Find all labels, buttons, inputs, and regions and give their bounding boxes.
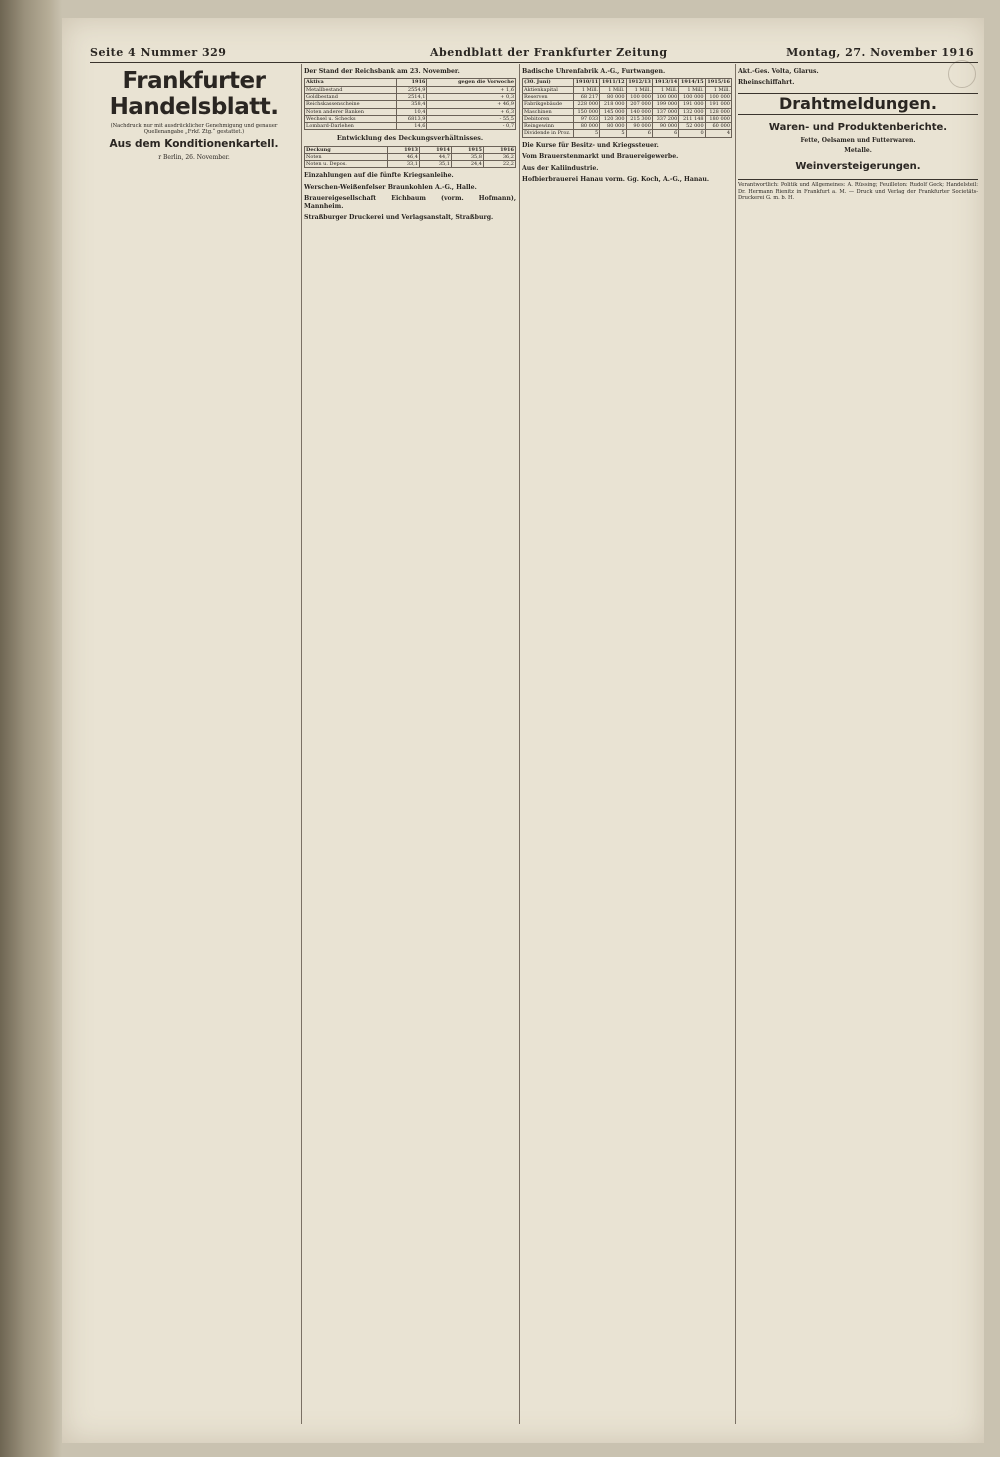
table-cell: Noten u. Depos. — [305, 161, 388, 168]
table-header: 1913/14 — [652, 79, 678, 86]
table-cell: 10,4 — [396, 108, 427, 115]
table-cell: 191 000 — [705, 101, 731, 108]
article-heading: Einzahlungen auf die fünfte Kriegsanleihe. — [304, 172, 454, 180]
table-header: 1910/11 — [573, 79, 599, 86]
table-header: 1914/15 — [679, 79, 705, 86]
table-cell: 218 000 — [600, 101, 626, 108]
subsection-heading: Metalle. — [844, 146, 872, 154]
table-header: 1913 — [388, 146, 420, 153]
reprint-notice: (Nachdruck nur mit ausdrücklicher Genehmigung und genauer Quellenangabe „Frkf. Ztg.“ gestattet.) — [110, 123, 278, 135]
article-heading: Brauereigesellschaft Eichbaum (vorm. Hofmann), Mannheim. — [304, 195, 516, 210]
dateline: r Berlin, 26. November. — [158, 154, 230, 162]
section-heading: Weinversteigerungen. — [795, 161, 921, 172]
table-cell: 140 000 — [626, 108, 652, 115]
table-cell: 132 000 — [679, 108, 705, 115]
section-title: Frankfurter Handelsblatt. — [109, 68, 279, 120]
table-cell: 1 Mill. — [573, 86, 599, 93]
table-cell: 145 000 — [600, 108, 626, 115]
table-cell: - 55,5 — [427, 115, 516, 122]
table-cell: 35,1 — [420, 161, 452, 168]
table-row — [305, 94, 516, 101]
book-spine — [0, 0, 62, 1457]
table-cell: 337 200 — [652, 115, 678, 122]
column-2 — [304, 64, 516, 1434]
table-cell: Metallbestand — [305, 86, 397, 93]
table-row — [305, 101, 516, 108]
table-cell: Lombard-Darlehen — [305, 123, 397, 130]
table-row — [305, 115, 516, 122]
table-cell: 24,4 — [451, 161, 483, 168]
table-cell: 33,1 — [388, 161, 420, 168]
table-cell: 97 033 — [573, 115, 599, 122]
table-cell: 2514,1 — [396, 94, 427, 101]
article-heading: Badische Uhrenfabrik A.-G., Furtwangen. — [522, 68, 666, 75]
table-cell: 100 000 — [705, 94, 731, 101]
column-rule — [301, 64, 302, 1424]
imprint: Verantwortlich: Politik und Allgemeines: A. Rüssing; Feuilleton: Rudolf Geck; Handelsteil: Dr. Hermann Rienitz in Frankfurt a. M. — Druck und Verlag der Frankfurter Societäts-Druckerei G. m. b. H. — [738, 179, 978, 202]
section-heading: Drahtmeldungen. — [738, 93, 978, 115]
table-row — [305, 123, 516, 130]
table-cell: 80 000 — [573, 123, 599, 130]
table-cell: 215 300 — [626, 115, 652, 122]
table-cell: 5 — [600, 130, 626, 137]
article-heading: Akt.-Ges. Volta, Glarus. — [738, 68, 819, 75]
table-row — [305, 86, 516, 93]
column-rule — [735, 64, 736, 1424]
table-cell: Noten anderer Banken — [305, 108, 397, 115]
table-cell: 6 — [652, 130, 678, 137]
table-cell: Reserven — [523, 94, 574, 101]
uhrenfabrik-table — [522, 78, 732, 137]
article-heading: Straßburger Druckerei und Verlagsanstalt, Straßburg. — [304, 214, 494, 222]
reichsbank-table — [304, 78, 516, 130]
table-cell: 228 000 — [573, 101, 599, 108]
table-cell: Reingewinn — [523, 123, 574, 130]
table-cell: 44,7 — [420, 153, 452, 160]
column-rule — [519, 64, 520, 1424]
table-cell: Noten — [305, 153, 388, 160]
table-row — [523, 108, 732, 115]
table-row — [523, 86, 732, 93]
table-cell: Aktienkapital — [523, 86, 574, 93]
table-cell: 100 000 — [679, 94, 705, 101]
issue-date: Montag, 27. November 1916 — [786, 46, 974, 59]
table-header: 1916 — [396, 79, 427, 86]
table-cell: 1 Mill. — [679, 86, 705, 93]
article-heading: Die Kurse für Besitz- und Kriegssteuer. — [522, 141, 659, 149]
table-header: gegen die Vorwoche — [427, 79, 516, 86]
table-cell: 80 000 — [600, 94, 626, 101]
article-heading: Rheinschiffahrt. — [738, 79, 795, 87]
table-cell: Debitoren — [523, 115, 574, 122]
table-cell: 6813,9 — [396, 115, 427, 122]
deckung-table — [304, 146, 516, 169]
article-heading: Vom Brauerstenmarkt und Brauereigewerbe. — [522, 153, 679, 161]
table-cell: 358,4 — [396, 101, 427, 108]
table-row — [305, 153, 516, 160]
table-cell: 22,2 — [483, 161, 515, 168]
table-header: 1916 — [483, 146, 515, 153]
table-cell: Reichskassenscheine — [305, 101, 397, 108]
table-cell: 90 000 — [626, 123, 652, 130]
masthead-rule — [90, 62, 978, 63]
table-header: 1915/16 — [705, 79, 731, 86]
table-cell: + 0,3 — [427, 94, 516, 101]
table-cell: 150 000 — [573, 108, 599, 115]
table-cell: 35,8 — [451, 153, 483, 160]
page-number: Seite 4 Nummer 329 — [90, 46, 227, 59]
table-title: Entwicklung des Deckungsverhältnisses. — [336, 134, 484, 143]
table-cell: 5 — [573, 130, 599, 137]
table-cell: 4 — [705, 130, 731, 137]
column-1 — [90, 64, 298, 1434]
article-heading: Der Stand der Reichsbank am 23. November. — [304, 68, 460, 75]
table-cell: 211 148 — [679, 115, 705, 122]
table-row — [305, 108, 516, 115]
column-4 — [738, 64, 978, 1434]
table-row — [523, 94, 732, 101]
table-cell: 2554,9 — [396, 86, 427, 93]
table-header: 1914 — [420, 146, 452, 153]
table-cell: 80 000 — [600, 123, 626, 130]
table-cell: 1 Mill. — [626, 86, 652, 93]
table-row — [523, 115, 732, 122]
table-cell: 46,4 — [388, 153, 420, 160]
table-cell: 137 000 — [652, 108, 678, 115]
table-cell: 120 300 — [600, 115, 626, 122]
table-cell: 68 217 — [573, 94, 599, 101]
table-cell: + 1,6 — [427, 86, 516, 93]
table-row — [305, 161, 516, 168]
article-heading: Aus dem Konditionenkartell. — [109, 138, 279, 150]
newspaper-name: Abendblatt der Frankfurter Zeitung — [430, 46, 668, 59]
table-cell: 128 000 — [705, 108, 731, 115]
table-cell: + 46,9 — [427, 101, 516, 108]
table-cell: Maschinen — [523, 108, 574, 115]
table-cell: - 0,7 — [427, 123, 516, 130]
article-heading: Aus der Kaliindustrie. — [522, 164, 599, 172]
table-cell: 90 000 — [652, 123, 678, 130]
table-header: 1912/13 — [626, 79, 652, 86]
table-cell: 52 000 — [679, 123, 705, 130]
table-cell: 191 000 — [679, 101, 705, 108]
table-row — [523, 123, 732, 130]
section-heading: Waren- und Produktenberichte. — [768, 121, 948, 133]
table-cell: 207 000 — [626, 101, 652, 108]
table-row — [523, 130, 732, 137]
table-header: 1911/12 — [600, 79, 626, 86]
table-cell: 60 000 — [705, 123, 731, 130]
table-cell: 100 000 — [652, 94, 678, 101]
article-heading: Werschen-Weißenfelser Braunkohlen A.-G., Halle. — [304, 183, 477, 191]
table-cell: 6 — [626, 130, 652, 137]
table-header: Aktiva — [305, 79, 397, 86]
table-cell: Goldbestand — [305, 94, 397, 101]
table-cell: 1 Mill. — [705, 86, 731, 93]
table-cell: 14,6 — [396, 123, 427, 130]
table-cell: 1 Mill. — [600, 86, 626, 93]
table-cell: + 6,3 — [427, 108, 516, 115]
subsection-heading: Fette, Oelsamen und Futterwaren. — [800, 136, 916, 144]
table-row — [523, 101, 732, 108]
table-cell: 36,2 — [483, 153, 515, 160]
table-cell: 1 Mill. — [652, 86, 678, 93]
table-cell: Dividende in Proz. — [523, 130, 574, 137]
table-cell: Wechsel u. Schecks — [305, 115, 397, 122]
table-cell: 180 000 — [705, 115, 731, 122]
table-header: (30. Juni) — [523, 79, 574, 86]
article-heading: Hofbierbrauerei Hanau vorm. Gg. Koch, A.-G., Hanau. — [522, 176, 710, 183]
table-cell: 199 000 — [652, 101, 678, 108]
table-header: Deckung — [305, 146, 388, 153]
table-cell: 0 — [679, 130, 705, 137]
table-cell: Fabrikgebäude — [523, 101, 574, 108]
table-cell: 100 000 — [626, 94, 652, 101]
table-header: 1915 — [451, 146, 483, 153]
column-3 — [522, 64, 732, 1434]
